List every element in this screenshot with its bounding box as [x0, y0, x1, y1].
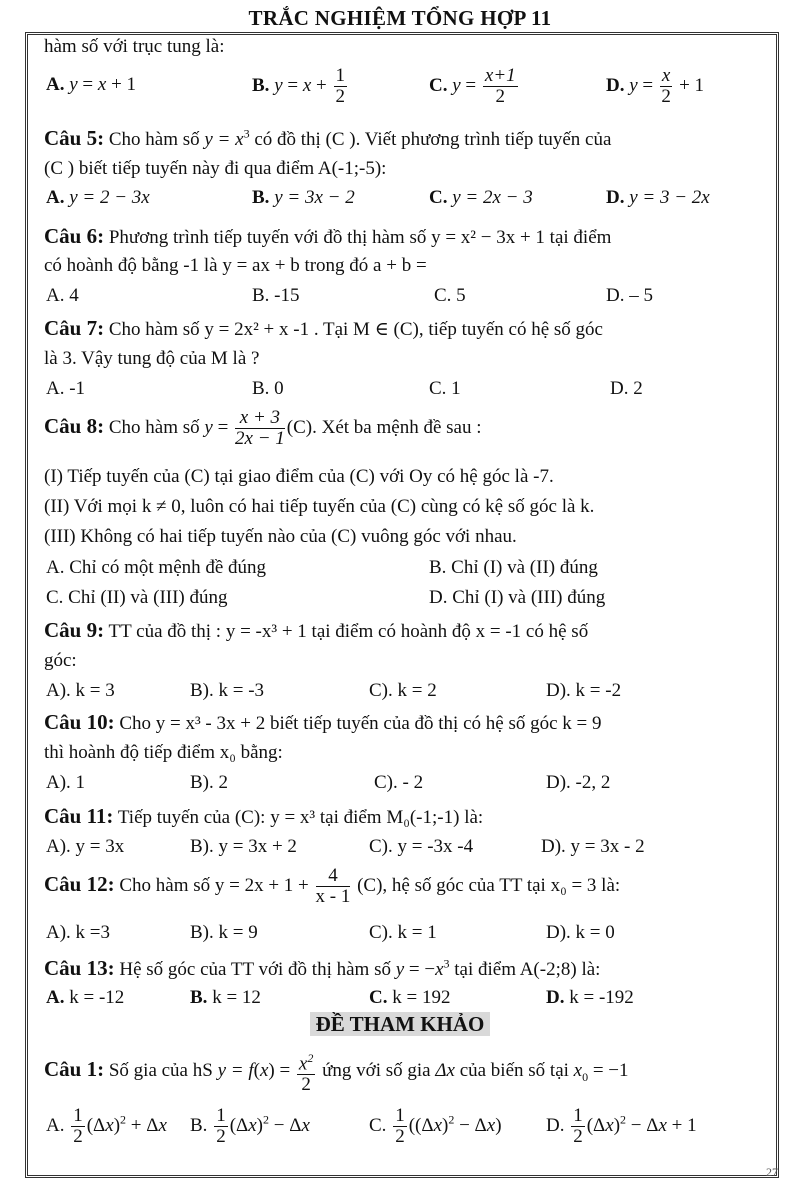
- q5-option-b: B. y = 3x − 2: [252, 187, 355, 208]
- q8-option-d: D. Chỉ (I) và (III) đúng: [429, 587, 606, 608]
- q7-option-b: B. 0: [252, 378, 284, 399]
- q9-line2: góc:: [44, 650, 77, 671]
- q6-option-b: B. -15: [252, 285, 300, 306]
- q8-statement-1: (I) Tiếp tuyến của (C) tại giao điểm của (C) với Oy có hệ góc là -7.: [44, 466, 554, 487]
- q5-option-c: C. y = 2x − 3: [429, 187, 533, 208]
- q13-line1: Câu 13: Hệ số góc của TT với đồ thị hàm số $y = -x^3$ tại điểm A(-2;8) là:: [44, 956, 601, 980]
- q5-option-a: A. y = 2 − 3x: [46, 187, 150, 208]
- q13-option-b: B. k = 12: [190, 987, 261, 1008]
- q7-option-a: A. -1: [46, 378, 86, 399]
- q13-option-c: C. k = 192: [369, 987, 451, 1008]
- q7-line2: là 3. Vậy tung độ của M là ?: [44, 348, 260, 369]
- q7-option-d: D. 2: [610, 378, 643, 399]
- q13-option-d: D. k = -192: [546, 987, 634, 1008]
- q6-line1: Câu 6: Phương trình tiếp tuyến với đồ thị hàm số y = x² − 3x + 1 tại điểm: [44, 224, 612, 248]
- q10-option-d: D). -2, 2: [546, 772, 611, 793]
- q9-line1: Câu 9: TT của đồ thị : y = -x³ + 1 tại điểm có hoành độ x = -1 có hệ số: [44, 618, 589, 642]
- q8-statement-3: (III) Không có hai tiếp tuyến nào của (C) vuông góc với nhau.: [44, 526, 517, 547]
- q8-line1: Câu 8: Cho hàm số y = $\frac{x + 3}{2x - 1}$ (C). Xét ba mệnh đề sau :: [44, 407, 482, 449]
- q5-line2: (C ) biết tiếp tuyến này đi qua điểm A(-1;-5):: [44, 158, 387, 179]
- q9-option-a: A). k = 3: [46, 680, 115, 701]
- q11-option-d: D). y = 3x - 2: [541, 836, 645, 857]
- q10-option-b: B). 2: [190, 772, 228, 793]
- ref-q1-option-d: D. $\frac{1}{2}$ $(\Delta x)^2 - \Delta x + 1$: [546, 1105, 697, 1147]
- q8-option-a: A. Chỉ có một mệnh đề đúng: [46, 557, 267, 578]
- q4-tail: hàm số với trục tung là:: [44, 36, 225, 57]
- q4-option-c: C. y = $\frac{x+1}{2}$: [429, 65, 516, 107]
- ref-q1-option-b: B. $\frac{1}{2}$ $(\Delta x)^2 - \Delta x$: [190, 1105, 310, 1147]
- q10-option-c: C). - 2: [374, 772, 424, 793]
- q12-option-a: A). k =3: [46, 922, 111, 943]
- q8-statement-2: (II) Với mọi k ≠ 0, luôn có hai tiếp tuyến của (C) cùng có kệ số góc là k.: [44, 496, 595, 517]
- q12-option-d: D). k = 0: [546, 922, 615, 943]
- ref-q1-line1: Câu 1: Số gia của hS y = f(x) = $\frac{x^2}{2}$ ứng với số gia Δx của biến số tại $x_0 = -1$: [44, 1048, 629, 1095]
- q11-option-b: B). y = 3x + 2: [190, 836, 297, 857]
- q10-line1: Câu 10: Cho y = x³ - 3x + 2 biết tiếp tuyến của đồ thị có hệ số góc k = 9: [44, 710, 602, 734]
- q7-line1: Câu 7: Cho hàm số y = 2x² + x -1 . Tại M ∈ (C), tiếp tuyến có hệ số góc: [44, 316, 603, 340]
- q7-option-c: C. 1: [429, 378, 461, 399]
- page-number: 27: [766, 1165, 778, 1179]
- q10-line2: thì hoành độ tiếp điểm x₀ bằng:: [44, 742, 283, 763]
- q11-line1: Câu 11: Tiếp tuyến của (C): y = x³ tại điểm M₀(-1;-1) là:: [44, 804, 484, 828]
- q11-option-c: C). y = -3x -4: [369, 836, 474, 857]
- q10-option-a: A). 1: [46, 772, 86, 793]
- q12-option-c: C). k = 1: [369, 922, 437, 943]
- q8-option-b: B. Chỉ (I) và (II) đúng: [429, 557, 598, 578]
- q4-option-a: A. y = x + 1: [46, 74, 137, 95]
- q5-line1: Câu 5: Cho hàm số $y = x^3$ có đồ thị (C ). Viết phương trình tiếp tuyến của: [44, 126, 612, 150]
- ref-q1-option-a: A. $\frac{1}{2}$ $(\Delta x)^2 + \Delta x$: [46, 1105, 167, 1147]
- q12-line1: Câu 12: Cho hàm số y = 2x + 1 + $\frac{4}{x - 1}$ (C), hệ số góc của TT tại x₀ = 3 là:: [44, 865, 621, 907]
- q13-option-a: A. k = -12: [46, 987, 125, 1008]
- q6-option-d: D. – 5: [606, 285, 653, 306]
- document-title: TRẮC NGHIỆM TỔNG HỢP 11: [248, 6, 552, 30]
- q4-option-d: D. y = $\frac{x}{2}$ + 1: [606, 65, 705, 107]
- q12-option-b: B). k = 9: [190, 922, 258, 943]
- q9-option-d: D). k = -2: [546, 680, 622, 701]
- q4-option-b: B. y = x + $\frac{1}{2}$: [252, 65, 345, 107]
- q5-option-d: D. y = 3 − 2x: [606, 187, 710, 208]
- q9-option-b: B). k = -3: [190, 680, 265, 701]
- q11-option-a: A). y = 3x: [46, 836, 125, 857]
- q6-line2: có hoành độ bằng -1 là y = ax + b trong đó a + b =: [44, 255, 427, 276]
- ref-q1-option-c: C. $\frac{1}{2}$ $((\Delta x)^2 - \Delta x)$: [369, 1105, 502, 1147]
- q9-option-c: C). k = 2: [369, 680, 437, 701]
- q8-option-c: C. Chỉ (II) và (III) đúng: [46, 587, 228, 608]
- section-heading: ĐỀ THAM KHẢO: [0, 1012, 800, 1037]
- q6-option-c: C. 5: [434, 285, 466, 306]
- q6-option-a: A. 4: [46, 285, 79, 306]
